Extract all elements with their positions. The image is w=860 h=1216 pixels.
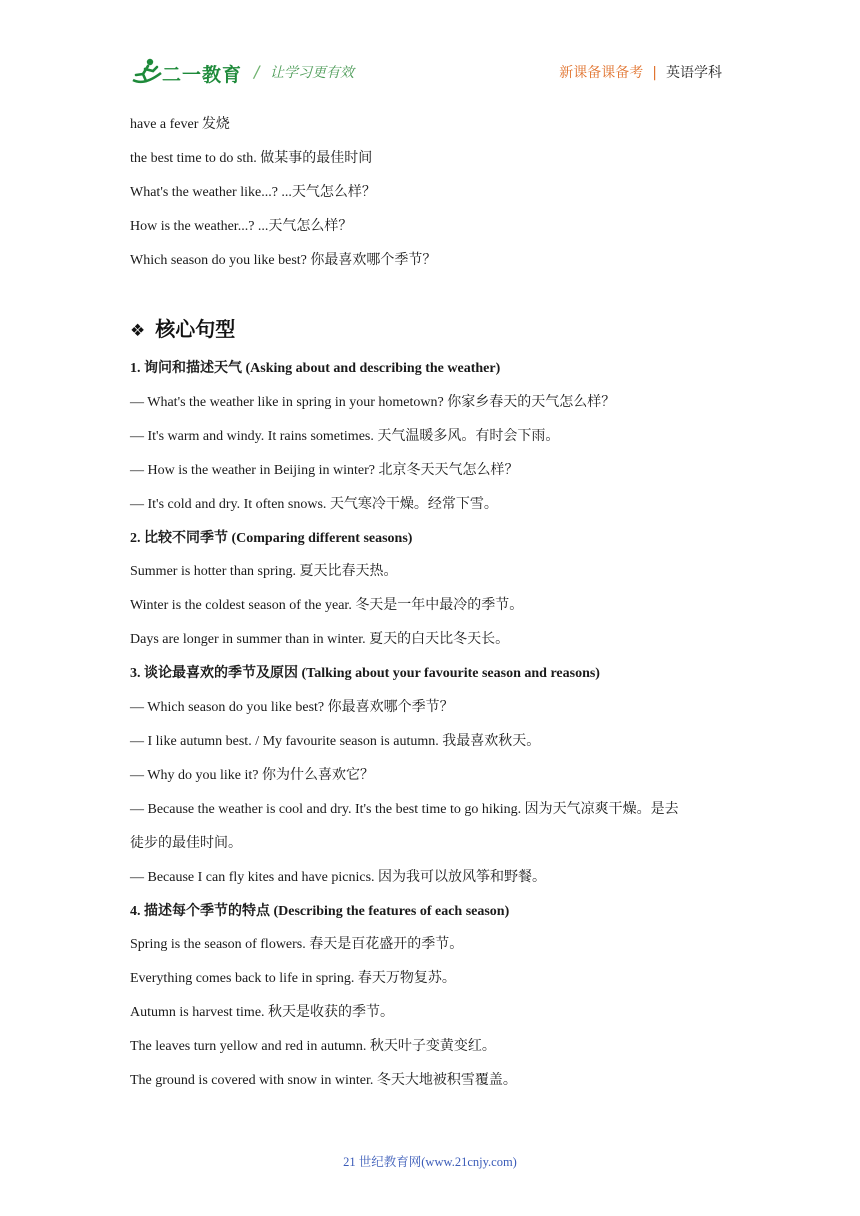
group-heading: 2. 比较不同季节 (Comparing different seasons) <box>130 530 413 546</box>
header-slogan: 让学习更有效 <box>270 65 354 81</box>
sentence-line: — Why do you like it? 你为什么喜欢它？ <box>130 767 374 783</box>
sentence-line: Summer is hotter than spring. 夏天比春天热。 <box>130 564 398 580</box>
phrase-line: What's the weather like...? ...天气怎么样？ <box>130 184 376 200</box>
sentence-line: Winter is the coldest season of the year. 冬天是一年中最冷的季节。 <box>130 598 524 614</box>
brand-logo <box>130 56 250 92</box>
tag-divider: | <box>652 65 657 81</box>
group-heading: 1. 询问和描述天气 (Asking about and describing the weather) <box>130 361 501 376</box>
sentence-line: — Which season do you like best? 你最喜欢哪个季节？ <box>130 700 454 716</box>
sentence-patterns <box>130 352 740 1098</box>
sentence-line: The leaves turn yellow and red in autumn. 秋天叶子变黄变红。 <box>130 1039 496 1055</box>
page-header <box>130 52 730 92</box>
sentence-line: — What's the weather like in spring in your hometown? 你家乡春天的天气怎么样？ <box>130 394 616 410</box>
phrase-line: the best time to do sth. 做某事的最佳时间 <box>130 150 373 166</box>
sentence-line: — Because the weather is cool and dry. It's the best time to go hiking. 因为天气凉爽干燥。是去 <box>130 801 679 817</box>
section-title-text: 核心句型 <box>155 317 236 341</box>
page-footer: 21 世纪教育网(www.21cnjy.com) <box>343 1155 517 1169</box>
diamond-bullet-icon: ❖ <box>130 321 146 341</box>
section-title <box>130 313 235 342</box>
phrase-line: have a fever 发烧 <box>130 117 230 132</box>
sentence-line: — Because I can fly kites and have picnics. 因为我可以放风筝和野餐。 <box>130 869 547 885</box>
header-subject-tag <box>559 62 722 82</box>
group-heading: 3. 谈论最喜欢的季节及原因 (Talking about your favourite season and reasons) <box>130 666 600 682</box>
header-slash: / <box>254 62 260 81</box>
group-heading: 4. 描述每个季节的特点 (Describing the features of each season) <box>130 903 510 919</box>
tag-course-prep: 新课备课备考 <box>559 65 644 81</box>
sentence-line: — It's warm and windy. It rains sometimes. 天气温暖多风。有时会下雨。 <box>130 428 560 444</box>
sentence-line: 徒步的最佳时间。 <box>130 835 242 851</box>
tag-subject: 英语学科 <box>666 65 722 81</box>
sentence-line: Everything comes back to life in spring. 春天万物复苏。 <box>130 971 456 987</box>
sentence-line: — I like autumn best. / My favourite season is autumn. 我最喜欢秋天。 <box>130 733 541 749</box>
sentence-line: Spring is the season of flowers. 春天是百花盛开的季节。 <box>130 937 464 953</box>
sentence-line: The ground is covered with snow in winter. 冬天大地被积雪覆盖。 <box>130 1073 517 1089</box>
logo-text: 二一教育 <box>162 64 243 86</box>
phrase-list <box>130 108 740 278</box>
phrase-line: Which season do you like best? 你最喜欢哪个季节？ <box>130 252 437 268</box>
sentence-line: — How is the weather in Beijing in winter? 北京冬天天气怎么样？ <box>130 462 519 478</box>
sentence-line: — It's cold and dry. It often snows. 天气寒冷干燥。经常下雪。 <box>130 496 498 512</box>
runner-icon <box>130 56 164 90</box>
phrase-line: How is the weather...? ...天气怎么样？ <box>130 218 353 234</box>
sentence-line: Days are longer in summer than in winter. 夏天的白天比冬天长。 <box>130 632 510 648</box>
sentence-line: Autumn is harvest time. 秋天是收获的季节。 <box>130 1005 395 1021</box>
